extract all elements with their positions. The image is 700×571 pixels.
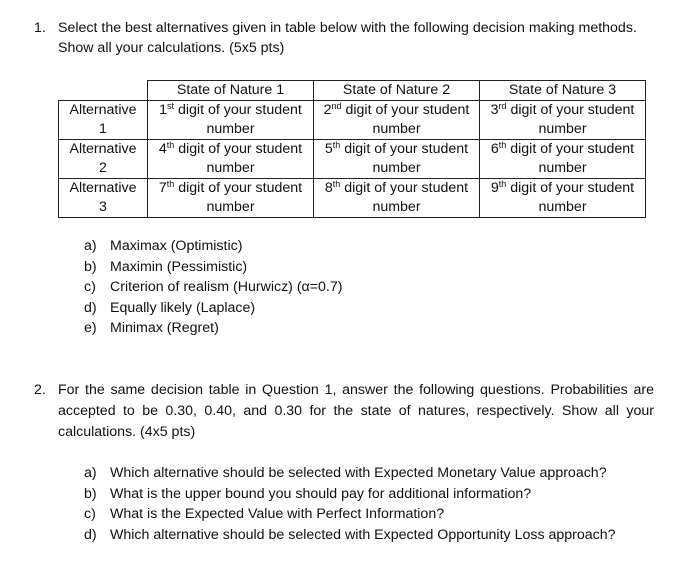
ordinal-suffix: th [166,140,175,150]
ordinal-number: 6 [490,141,499,157]
ordinal-suffix: th [166,179,175,189]
table-row-alternative-1 [59,101,646,140]
ordinal-suffix: th [332,179,341,189]
ordinal-suffix: st [167,101,175,111]
row-label-line-1: Alternative [69,180,137,196]
list-item [84,484,616,505]
row-label-alternative-1 [59,101,148,140]
ordinal-suffix: nd [331,101,342,111]
ordinal-suffix: th [498,179,507,189]
cell-line-2: number [206,199,255,215]
question-1-methods-list [84,236,343,339]
table-corner-cell [59,81,148,101]
table-cell [314,140,480,179]
table-cell [314,101,480,140]
cell-text: digit of your student [340,180,469,196]
table-row-alternative-2 [59,140,646,179]
list-item [84,504,616,525]
row-label-line-1: Alternative [69,102,137,118]
cell-text: digit of your student [506,180,635,196]
cell-text: digit of your student [506,102,635,118]
list-item [84,257,343,278]
list-item [84,318,343,339]
ordinal-number: 5 [324,141,333,157]
row-label-line-2: 2 [99,160,107,176]
cell-line-2: number [372,121,421,137]
question-2-line-1: For the same decision table in Question 1, answer the following questions. Probabilities are [58,382,654,398]
question-2-subquestions-list [84,463,616,545]
item-letter: c) [84,279,96,296]
cell-line-1 [151,140,310,159]
item-letter: e) [84,320,97,337]
question-2-text [58,380,654,443]
question-2-number: 2. [34,382,46,398]
list-item [84,463,616,484]
question-1-text [58,18,654,58]
item-letter: a) [84,465,97,481]
cell-line-2: number [206,160,255,176]
cell-text: digit of your student [341,102,470,118]
ordinal-number: 9 [490,180,499,196]
row-label-line-1: Alternative [69,141,137,157]
cell-line-1 [151,101,310,120]
table-cell [314,179,480,218]
cell-text: digit of your student [174,102,302,118]
item-text: What is the Expected Value with Perfect Information? [110,506,445,523]
item-letter: b) [84,258,97,275]
row-label-line-2: 3 [99,199,107,215]
ordinal-number: 1 [159,102,168,118]
ordinal-number: 3 [490,102,499,118]
ordinal-number: 4 [158,141,167,157]
ordinal-number: 7 [158,180,167,196]
list-item [84,298,343,319]
list-item [84,236,343,257]
cell-line-1 [317,101,476,120]
ordinal-suffix: rd [498,101,507,111]
cell-text: digit of your student [506,141,635,157]
cell-line-1 [317,140,476,159]
cell-text: digit of your student [174,180,303,196]
header-state-of-nature-1: State of Nature 1 [148,81,314,101]
cell-line-2: number [538,199,587,215]
ordinal-number: 8 [324,180,333,196]
cell-line-1 [483,140,642,159]
row-label-line-2: 1 [99,121,107,137]
item-text: Minimax (Regret) [110,320,219,337]
table-cell [148,101,314,140]
ordinal-suffix: th [332,140,341,150]
table-header-row [59,81,646,101]
question-1-number: 1. [34,20,46,36]
cell-line-2: number [372,199,421,215]
cell-line-2: number [206,121,255,137]
header-state-of-nature-3: State of Nature 3 [480,81,646,101]
item-letter: c) [84,506,96,523]
table-cell [480,140,646,179]
list-item [84,277,343,298]
table-cell [148,179,314,218]
ordinal-number: 2 [323,102,332,118]
cell-line-2: number [538,121,587,137]
item-text: What is the upper bound you should pay for additional information? [110,485,532,502]
item-text: Maximax (Optimistic) [110,238,243,254]
item-letter: a) [84,238,97,254]
cell-line-1 [151,179,310,198]
question-2-line-2: accepted to be 0.30, 0.40, and 0.30 for the state of natures, respectively. Show all your [58,403,654,419]
cell-line-1 [483,101,642,120]
table-cell [480,101,646,140]
item-letter: b) [84,485,97,502]
decision-table [58,80,646,218]
cell-line-2: number [538,160,587,176]
table-cell [480,179,646,218]
cell-line-1 [483,179,642,198]
question-2-line-3: calculations. (4x5 pts) [58,424,196,440]
cell-line-2: number [372,160,421,176]
item-text: Which alternative should be selected with Expected Opportunity Loss approach? [110,526,616,543]
question-1-line-2: Show all your calculations. (5x5 pts) [58,40,285,56]
question-1-line-1: Select the best alternatives given in table below with the following decision making methods. [58,20,637,36]
item-letter: d) [84,299,97,316]
table-row-alternative-3 [59,179,646,218]
cell-text: digit of your student [174,141,303,157]
item-letter: d) [84,526,97,543]
cell-text: digit of your student [340,141,469,157]
row-label-alternative-3 [59,179,148,218]
item-text: Criterion of realism (Hurwicz) (α=0.7) [110,279,343,296]
item-text: Equally likely (Laplace) [110,299,256,316]
ordinal-suffix: th [498,140,507,150]
table-cell [148,140,314,179]
row-label-alternative-2 [59,140,148,179]
list-item [84,525,616,546]
item-text: Which alternative should be selected with Expected Monetary Value approach? [110,465,607,481]
item-text: Maximin (Pessimistic) [110,258,248,275]
cell-line-1 [317,179,476,198]
header-state-of-nature-2: State of Nature 2 [314,81,480,101]
